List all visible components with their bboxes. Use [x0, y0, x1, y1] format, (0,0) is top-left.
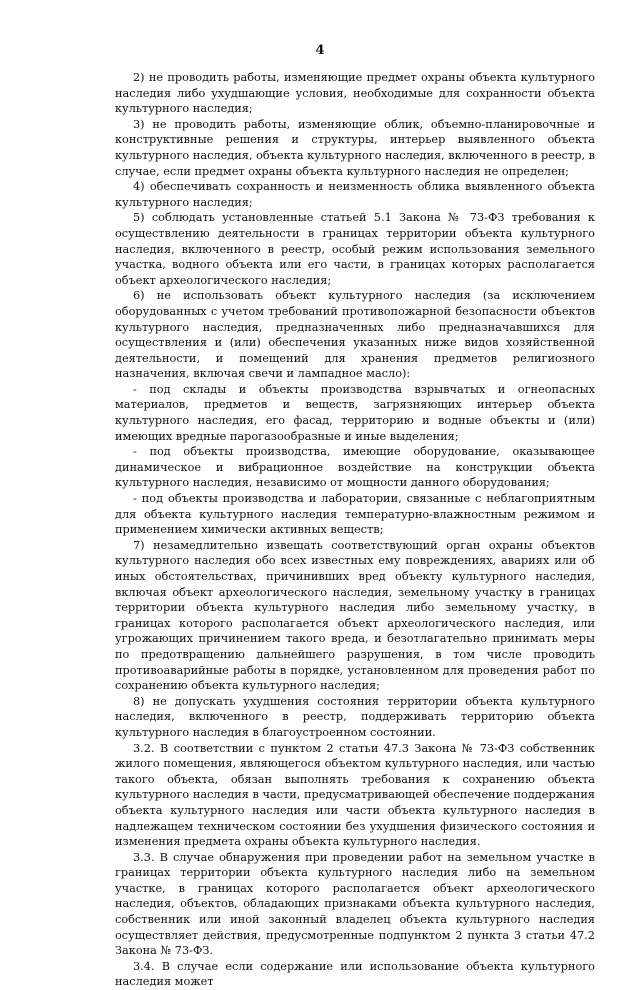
paragraph: 8) не допускать ухудшения состояния территории объекта культурного наследия, включенного в реестр, поддерживать территорию объекта культурного наследия в благоустроенном состоянии. [115, 694, 595, 739]
paragraph: - под склады и объекты производства взрывчатых и огнеопасных материалов, предметов и веществ, загрязняющих интерьер объекта культурного наследия, его фасад, территорию и водные объекты и (или) имеющих вредные парогазообразные и иные выделения; [115, 382, 595, 443]
paragraph: 2) не проводить работы, изменяющие предмет охраны объекта культурного наследия либо ухудшающие условия, необходимые для сохранности объекта культурного наследия; [115, 71, 595, 116]
paragraph: 7) незамедлительно извещать соответствующий орган охраны объектов культурного наследия обо всех известных ему повреждениях, авариях или об иных обстоятельствах, причинивших вред объекту культурного наследия, включая объект археологического наследия, земельному участку в границах территории объекта культурного наследия либо земельному участку, в границах которого располагается объект археологического наследия, или угрожающих причинением такого вреда, и безотлагательно принимать меры по предотвращению дальнейшего разрушения, в том числе проводить противоаварийные работы в порядке, установленном для проведения работ по сохранению объекта культурного наследия; [115, 538, 595, 693]
paragraph: - под объекты производства и лаборатории, связанные с неблагоприятным для объекта культурного наследия температурно-влажностным режимом и применением химически активных веществ; [115, 492, 595, 537]
paragraph: 6) не использовать объект культурного наследия (за исключением оборудованных с учетом требований противопожарной безопасности объектов культурного наследия, предназначенных либо предназначавшихся для осуществления и (или) обеспечения указанных ниже видов хозяйственной деятельности, и помещений для хранения предметов религиозного назначения, включая свечи и лампадное масло): [115, 289, 595, 381]
paragraph: 3.3. В случае обнаружения при проведении работ на земельном участке в границах территории объекта культурного наследия либо на земельном участке, в границах которого располагается объект археологического наследия, объектов, обладающих признаками объекта культурного наследия, собственник или иной законный владелец объекта культурного наследия осуществляет действия, предусмотренные подпунктом 2 пункта 3 статьи 47.2 Закона № 73-ФЗ. [115, 850, 595, 958]
paragraph: 5) соблюдать установленные статьей 5.1 Закона № 73-ФЗ требования к осуществлению деятельности в границах территории объекта культурного наследия, включенного в реестр, особый режим использования земельного участка, водного объекта или его части, в границах которых располагается объект археологического наследия; [115, 211, 595, 287]
paragraph: 3) не проводить работы, изменяющие облик, объемно-планировочные и конструктивные решения и структуры, интерьер выявленного объекта культурного наследия, объекта культурного наследия, включенного в реестр, в случае, если предмет охраны объекта культурного наследия не определен; [115, 117, 595, 178]
paragraph: 4) обеспечивать сохранность и неизменность облика выявленного объекта культурного наследия; [115, 180, 595, 209]
paragraph: - под объекты производства, имеющие оборудование, оказывающее динамическое и вибрационное воздействие на конструкции объекта культурного наследия, независимо от мощности данного оборудования; [115, 445, 595, 490]
paragraph: 3.4. В случае если содержание или использование объекта культурного наследия может [115, 959, 595, 989]
page-number: 4 [315, 43, 325, 58]
document-body [115, 70, 595, 990]
paragraph: 3.2. В соответствии с пунктом 2 статьи 47.3 Закона № 73-ФЗ собственник жилого помещения, являющегося объектом культурного наследия, или частью такого объекта, обязан выполнять требования к сохранению объекта культурного наследия в части, предусматривающей обеспечение поддержания объекта культурного наследия или части объекта культурного наследия в надлежащем техническом состоянии без ухудшения физического состояния и изменения предмета охраны объекта культурного наследия. [115, 741, 595, 849]
